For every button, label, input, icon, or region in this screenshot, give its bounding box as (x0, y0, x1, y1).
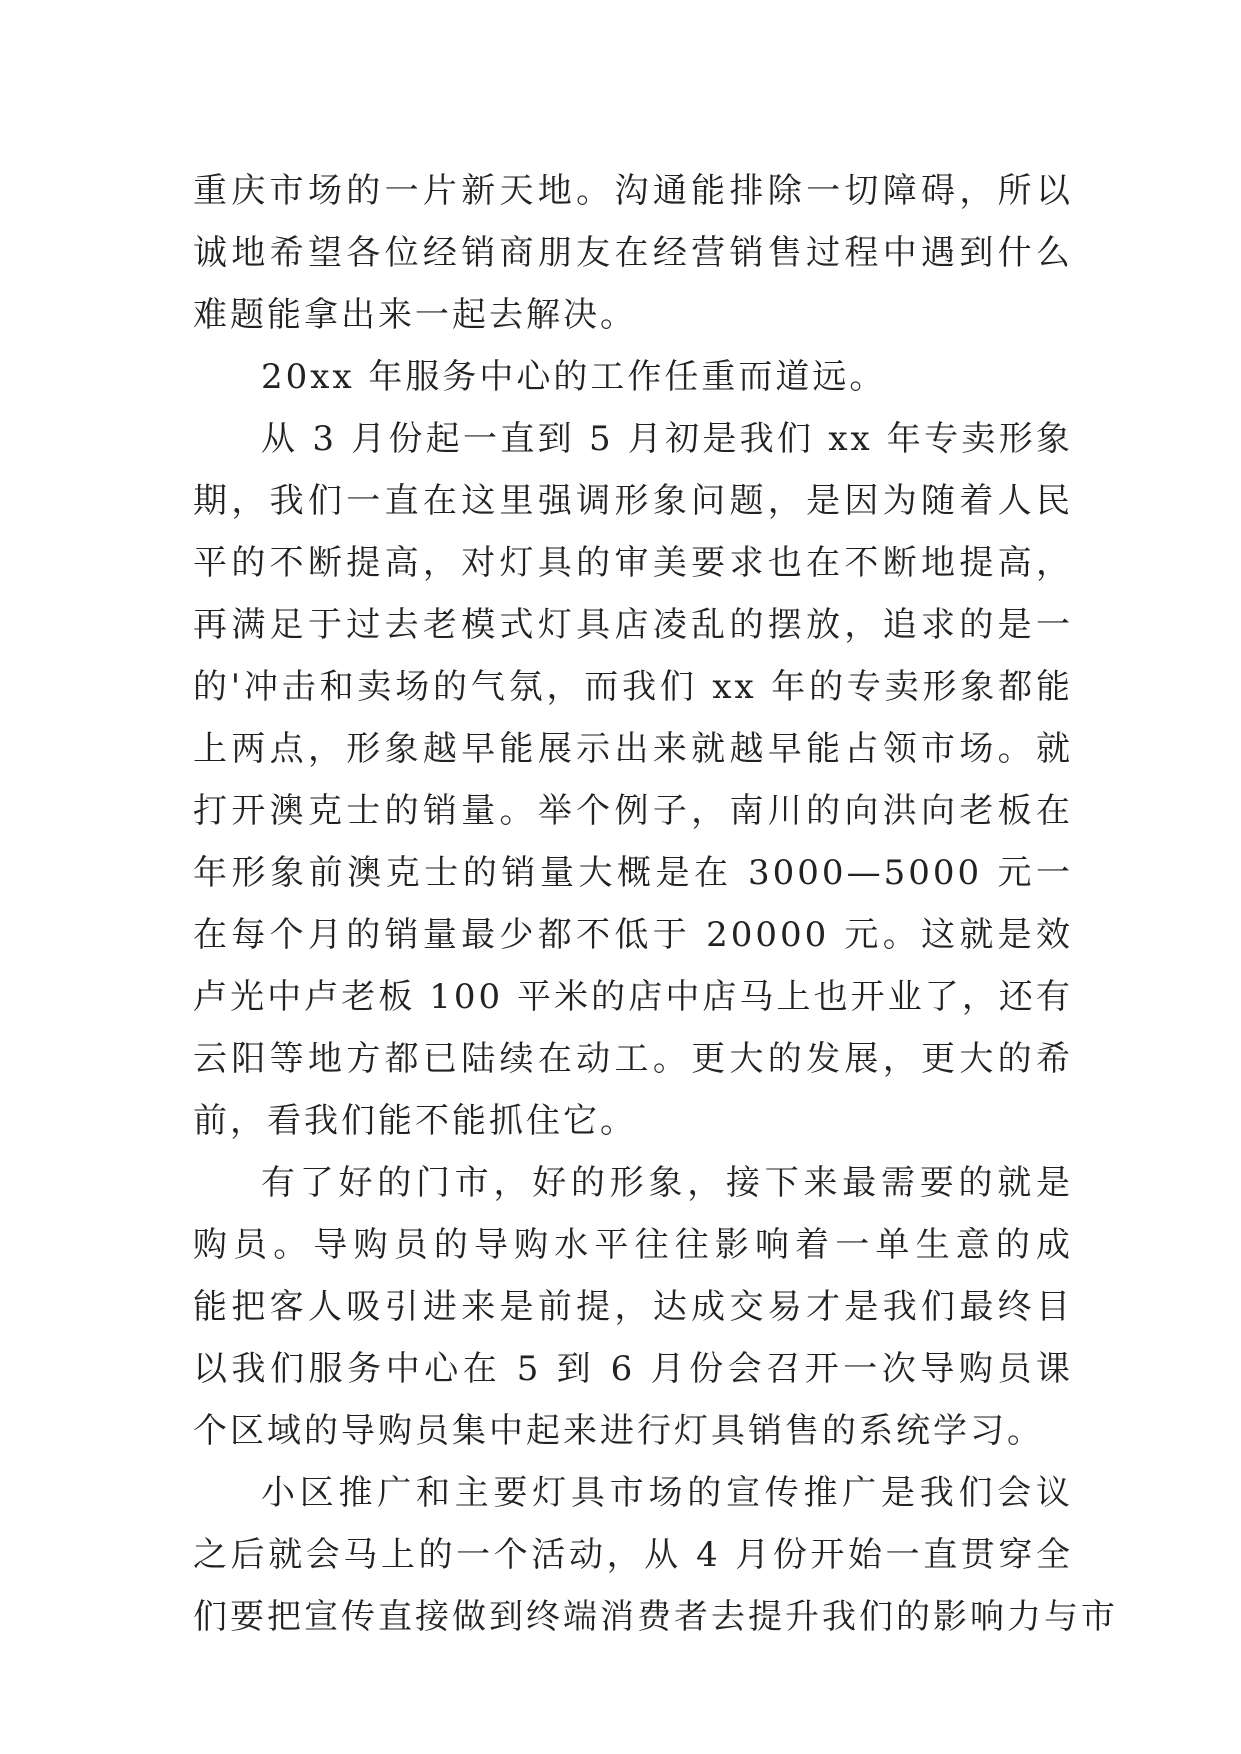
paragraph (193, 408, 1073, 1152)
paragraph (193, 160, 1073, 346)
text-line: 诚地希望各位经销商朋友在经营销售过程中遇到什么 (193, 233, 1073, 273)
text-line: 云阳等地方都已陆续在动工。更大的发展，更大的希 (193, 1039, 1073, 1079)
text-line: 小区推广和主要灯具市场的宣传推广是我们会议 (261, 1473, 1073, 1513)
text-line: 平的不断提高，对灯具的审美要求也在不断地提高， (193, 543, 1073, 583)
text-line: 难题能拿出来一起去解决。 (193, 295, 637, 335)
text-line: 以我们服务中心在 5 到 6 月份会召开一次导购员课 (193, 1349, 1073, 1389)
text-line: 能把客人吸引进来是前提，达成交易才是我们最终目 (193, 1287, 1073, 1327)
text-line: 年形象前澳克士的销量大概是在 3000—5000 元一 (193, 853, 1073, 893)
document-body (193, 160, 1118, 1648)
text-line: 卢光中卢老板 100 平米的店中店马上也开业了，还有 (193, 977, 1073, 1017)
paragraph (193, 1462, 1118, 1648)
text-line: 的'冲击和卖场的气氛，而我们 xx 年的专卖形象都能 (193, 667, 1073, 707)
paragraph (193, 1152, 1073, 1462)
text-line: 有了好的门市，好的形象，接下来最需要的就是 (261, 1163, 1073, 1203)
text-line: 之后就会马上的一个活动，从 4 月份开始一直贯穿全 (193, 1535, 1073, 1575)
text-line: 期，我们一直在这里强调形象问题，是因为随着人民 (193, 481, 1073, 521)
text-line: 前，看我们能不能抓住它。 (193, 1101, 637, 1141)
text-line: 打开澳克士的销量。举个例子，南川的向洪向老板在 (193, 791, 1073, 831)
text-line: 在每个月的销量最少都不低于 20000 元。这就是效 (193, 915, 1073, 955)
text-line: 重庆市场的一片新天地。沟通能排除一切障碍，所以 (193, 171, 1073, 211)
text-line: 上两点，形象越早能展示出来就越早能占领市场。就 (193, 729, 1073, 769)
text-line: 们要把宣传直接做到终端消费者去提升我们的影响力与市 (193, 1597, 1118, 1637)
text-line: 再满足于过去老模式灯具店凌乱的摆放，追求的是一 (193, 605, 1073, 645)
text-line: 从 3 月份起一直到 5 月初是我们 xx 年专卖形象 (261, 419, 1073, 459)
text-line: 购员。导购员的导购水平往往影响着一单生意的成 (193, 1225, 1073, 1265)
text-line: 20xx 年服务中心的工作任重而道远。 (261, 357, 887, 397)
paragraph (193, 346, 1073, 408)
text-line: 个区域的导购员集中起来进行灯具销售的系统学习。 (193, 1411, 1044, 1451)
